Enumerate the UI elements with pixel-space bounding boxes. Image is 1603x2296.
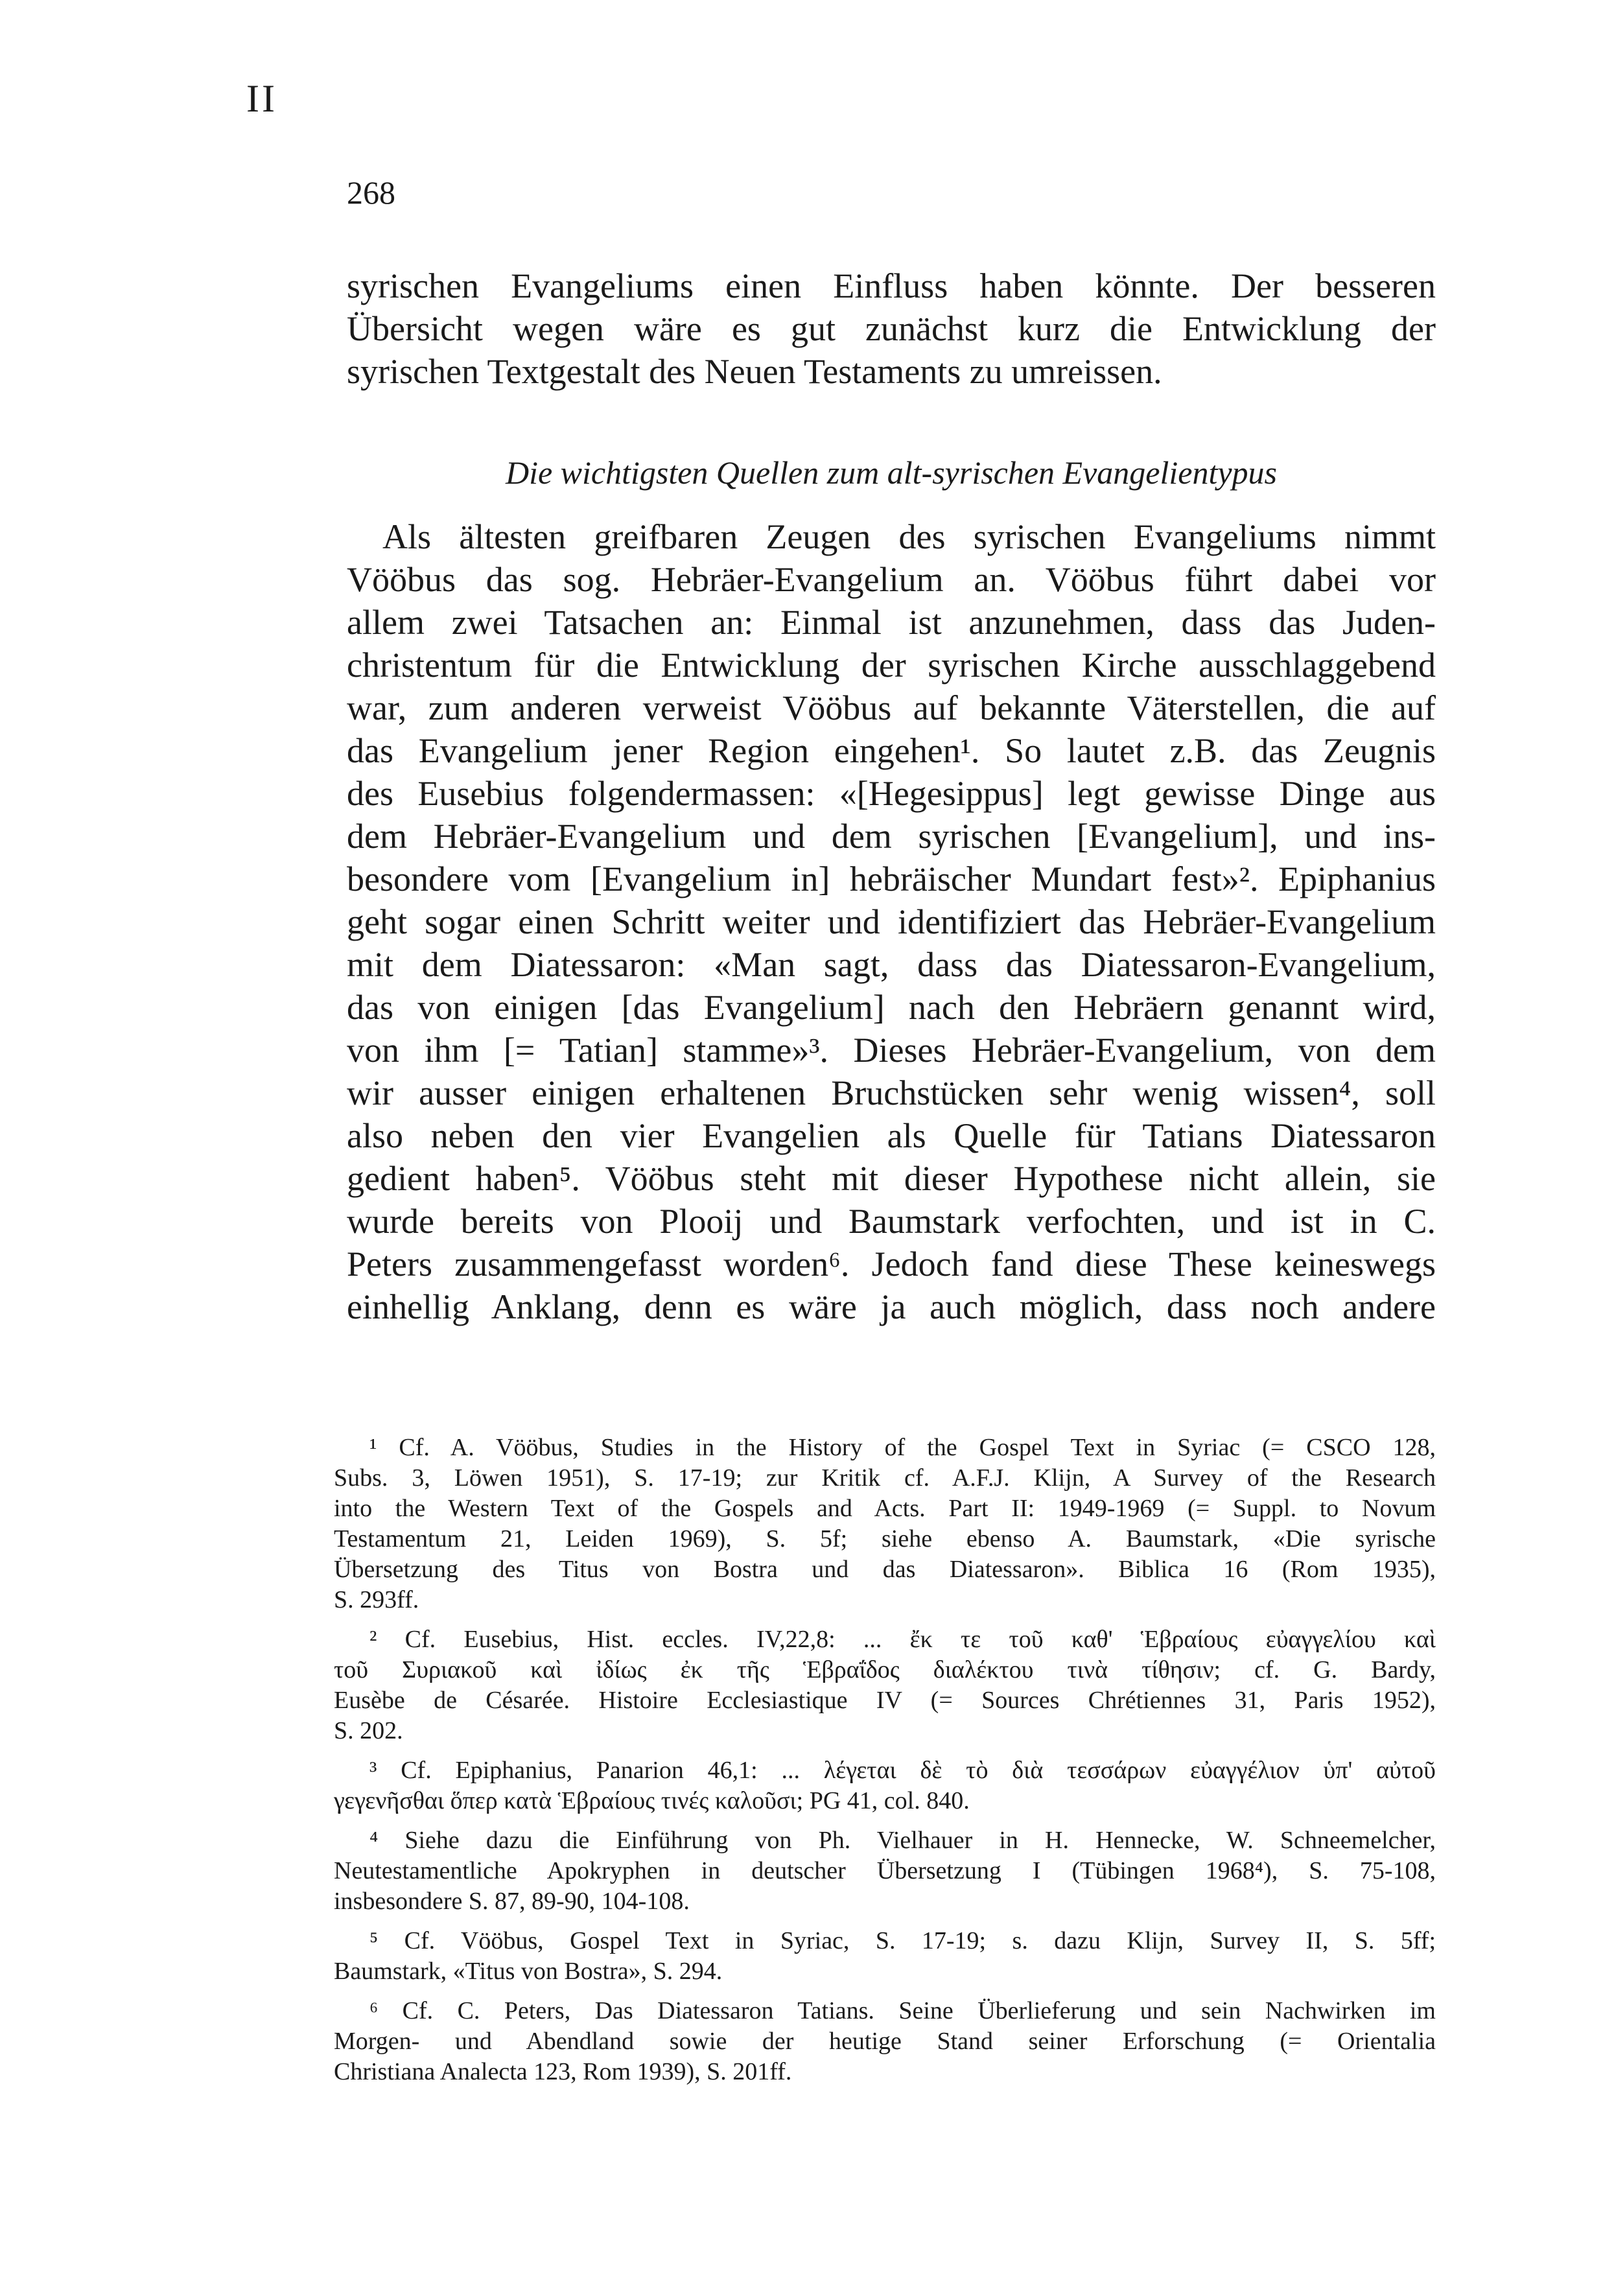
main-paragraph xyxy=(347,515,1436,1328)
text-line: einhellig Anklang, denn es wäre ja auch möglich, dass noch andere xyxy=(347,1287,1436,1326)
footnote-2 xyxy=(334,1624,1436,1746)
footnote-line: Baumstark, «Titus von Bostra», S. 294. xyxy=(334,1958,723,1985)
footnote-line: Testamentum 21, Leiden 1969), S. 5f; siehe ebenso A. Baumstark, «Die syrische xyxy=(334,1525,1436,1552)
text-line: das von einigen [das Evangelium] nach den Hebräern genannt wird, xyxy=(347,988,1436,1027)
text-line: syrischen Evangeliums einen Einfluss haben könnte. Der besseren xyxy=(347,266,1436,305)
text-line: wir ausser einigen erhaltenen Bruchstücken sehr wenig wissen⁴, soll xyxy=(347,1073,1436,1112)
footnote-line: Christiana Analecta 123, Rom 1939), S. 201ff. xyxy=(334,2058,792,2085)
section-heading: Die wichtigsten Quellen zum alt-syrischen Evangelientypus xyxy=(505,454,1277,491)
text-line: von ihm [= Tatian] stamme»³. Dieses Hebräer-Evangelium, von dem xyxy=(347,1031,1436,1070)
footnotes xyxy=(334,1433,1436,2096)
text-line: dem Hebräer-Evangelium und dem syrischen [Evangelium], und ins- xyxy=(347,817,1436,856)
footnote-line: γεγενῆσθαι ὅπερ κατὰ Ἑβραίους τινές καλοῦσι; PG 41, col. 840. xyxy=(334,1787,970,1814)
text-line: syrischen Textgestalt des Neuen Testaments zu umreissen. xyxy=(347,352,1162,391)
text-line: des Eusebius folgendermassen: «[Hegesippus] legt gewisse Dinge aus xyxy=(347,774,1436,813)
text-line: gedient haben⁵. Vööbus steht mit dieser Hypothese nicht allein, sie xyxy=(347,1159,1436,1198)
text-line: Vööbus das sog. Hebräer-Evangelium an. Vööbus führt dabei vor xyxy=(347,560,1436,599)
footnote-line: ⁵ Cf. Vööbus, Gospel Text in Syriac, S. 17-19; s. dazu Klijn, Survey II, S. 5ff; xyxy=(369,1927,1436,1954)
text-line: allem zwei Tatsachen an: Einmal ist anzunehmen, dass das Juden- xyxy=(347,603,1436,642)
footnote-line: ¹ Cf. A. Vööbus, Studies in the History of the Gospel Text in Syriac (= CSCO 128, xyxy=(369,1434,1436,1461)
footnote-line: Neutestamentliche Apokryphen in deutscher Übersetzung I (Tübingen 1968⁴), S. 75-108, xyxy=(334,1857,1436,1884)
text-line: Als ältesten greifbaren Zeugen des syrischen Evangeliums nimmt xyxy=(382,517,1436,556)
footnote-line: Subs. 3, Löwen 1951), S. 17-19; zur Kritik cf. A.F.J. Klijn, A Survey of the Research xyxy=(334,1464,1436,1492)
footnote-5 xyxy=(334,1926,1436,1987)
footnote-line: insbesondere S. 87, 89-90, 104-108. xyxy=(334,1888,690,1915)
footnote-line: Morgen- und Abendland sowie der heutige Stand seiner Erforschung (= Orientalia xyxy=(334,2028,1436,2055)
text-line: Übersicht wegen wäre es gut zunächst kurz die Entwicklung der xyxy=(347,309,1436,348)
text-line: wurde bereits von Plooij und Baumstark verfochten, und ist in C. xyxy=(347,1202,1436,1241)
footnote-1 xyxy=(334,1433,1436,1615)
text-line: war, zum anderen verweist Vööbus auf bekannte Väterstellen, die auf xyxy=(347,688,1436,727)
footnote-line: S. 293ff. xyxy=(334,1586,419,1613)
text-line: christentum für die Entwicklung der syrischen Kirche ausschlaggebend xyxy=(347,646,1436,685)
footnote-line: ⁴ Siehe dazu die Einführung von Ph. Vielhauer in H. Hennecke, W. Schneemelcher, xyxy=(369,1827,1436,1854)
footnote-line: Eusèbe de Césarée. Histoire Ecclesiastique IV (= Sources Chrétiennes 31, Paris 1952), xyxy=(334,1687,1436,1714)
footnote-line: ³ Cf. Epiphanius, Panarion 46,1: ... λέγεται δὲ τὸ διὰ τεσσάρων εὐαγγέλιον ὑπ' αὐτοῦ xyxy=(369,1757,1436,1784)
footnote-3 xyxy=(334,1755,1436,1816)
page-number: 268 xyxy=(347,174,395,211)
text-line: geht sogar einen Schritt weiter und identifiziert das Hebräer-Evangelium xyxy=(347,902,1436,941)
text-line: mit dem Diatessaron: «Man sagt, dass das Diatessaron-Evangelium, xyxy=(347,945,1436,984)
footnote-line: into the Western Text of the Gospels and Acts. Part II: 1949-1969 (= Suppl. to Novum xyxy=(334,1495,1436,1522)
footnote-6 xyxy=(334,1996,1436,2087)
text-line: also neben den vier Evangelien als Quelle für Tatians Diatessaron xyxy=(347,1116,1436,1155)
footnote-line: S. 202. xyxy=(334,1717,403,1744)
text-line: besondere vom [Evangelium in] hebräischer Mundart fest»². Epiphanius xyxy=(347,860,1436,898)
intro-paragraph xyxy=(347,264,1436,393)
footnote-line: τοῦ Συριακοῦ καὶ ἰδίως ἐκ τῆς Ἑβραΐδος διαλέκτου τινὰ τίθησιν; cf. G. Bardy, xyxy=(334,1656,1436,1683)
footnote-line: Übersetzung des Titus von Bostra und das Diatessaron». Biblica 16 (Rom 1935), xyxy=(334,1556,1436,1583)
footnote-4 xyxy=(334,1825,1436,1917)
text-line: Peters zusammengefasst worden⁶. Jedoch fand diese These keineswegs xyxy=(347,1245,1436,1283)
chapter-number: II xyxy=(246,77,277,120)
footnote-line: ⁶ Cf. C. Peters, Das Diatessaron Tatians. Seine Überlieferung und sein Nachwirken im xyxy=(369,1997,1436,2024)
text-line: das Evangelium jener Region eingehen¹. So lautet z.B. das Zeugnis xyxy=(347,731,1436,770)
footnote-line: ² Cf. Eusebius, Hist. eccles. IV,22,8: ... ἔκ τε τοῦ καθ' Ἑβραίους εὐαγγελίου καὶ xyxy=(369,1626,1436,1653)
